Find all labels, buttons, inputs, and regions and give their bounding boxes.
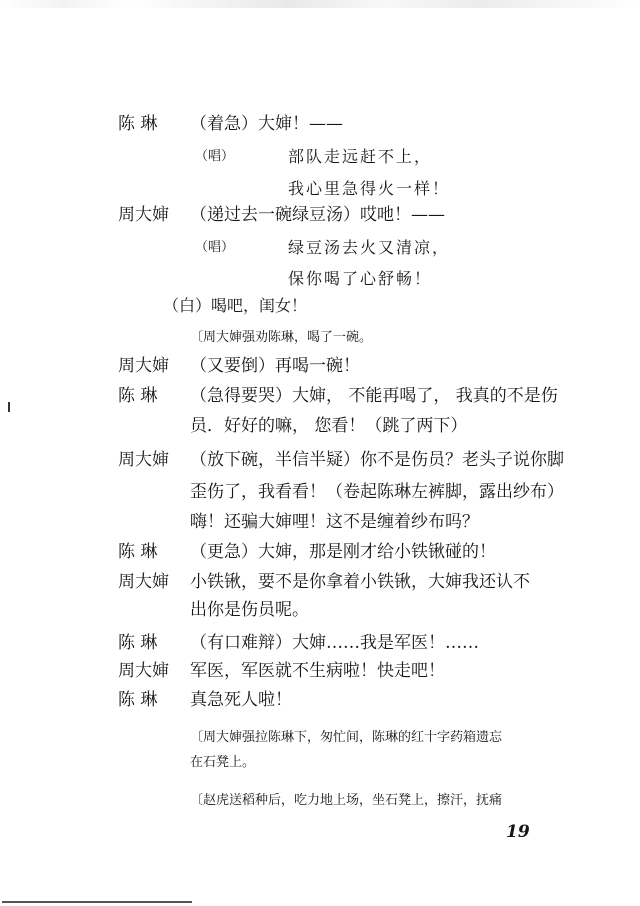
dialogue-continuation: 员．好好的嘛， 您看！（跳了两下）: [190, 416, 468, 436]
stage-direction: 〔周大婶强拉陈琳下，匆忙间，陈琳的红十字药箱遗忘: [190, 730, 503, 745]
dialogue-continuation: 出你是伤员呢。: [190, 600, 309, 620]
speaker-chen-lin: 陈 琳: [118, 690, 158, 710]
speaker-chen-lin: 陈 琳: [118, 633, 158, 653]
scan-top-edge: [0, 0, 640, 8]
dialogue-line: （放下碗，半信半疑）你不是伤员？老头子说你脚: [190, 450, 564, 470]
scan-bottom-edge: [2, 901, 192, 903]
dialogue-line: （有口难辩）大婶……我是军医！……: [190, 633, 479, 653]
sung-tag: （唱）: [195, 149, 235, 164]
dialogue-continuation: 嗨！还骗大婶哩！这不是缠着纱布吗？: [190, 512, 479, 532]
dialogue-continuation: 歪伤了，我看看！（卷起陈琳左裤脚，露出纱布）: [190, 482, 564, 502]
dialogue-line: （更急）大婶，那是刚才给小铁锹碰的！: [190, 542, 496, 562]
dialogue-line: （递过去一碗绿豆汤）哎吔！——: [190, 205, 445, 225]
left-margin-scan-mark: [8, 402, 10, 412]
dialogue-line: （急得要哭）大婶， 不能再喝了， 我真的不是伤: [190, 386, 558, 406]
spoken-line: （白）喝吧，闺女！: [163, 296, 308, 315]
lyric-line: 我心里急得火一样！: [288, 179, 451, 198]
dialogue-line: （又要倒）再喝一碗！: [190, 356, 360, 376]
stage-direction: 〔赵虎送稻种后，吃力地上场，坐石凳上，擦汗，抚痛: [190, 793, 503, 808]
sung-tag: （唱）: [195, 240, 235, 255]
speaker-zhou-dashen: 周大婶: [118, 661, 169, 681]
speaker-zhou-dashen: 周大婶: [118, 356, 169, 376]
speaker-chen-lin: 陈 琳: [118, 386, 158, 406]
dialogue-line: 真急死人啦！: [190, 690, 292, 710]
speaker-chen-lin: 陈 琳: [118, 542, 158, 562]
stage-direction: 〔周大婶强劝陈琳，喝了一碗。: [190, 330, 373, 345]
dialogue-line: 军医，军医就不生病啦！快走吧！: [190, 661, 445, 681]
lyric-line: 绿豆汤去火又清凉，: [288, 238, 451, 257]
lyric-line: 保你喝了心舒畅！: [288, 269, 433, 288]
speaker-chen-lin: 陈 琳: [118, 114, 158, 134]
stage-direction-continuation: 在石凳上。: [190, 755, 256, 770]
dialogue-line: 小铁锹，要不是你拿着小铁锹，大婶我还认不: [190, 572, 530, 592]
lyric-line: 部队走远赶不上，: [288, 147, 433, 166]
page-number: 19: [506, 822, 530, 842]
speaker-zhou-dashen: 周大婶: [118, 450, 169, 470]
speaker-zhou-dashen: 周大婶: [118, 205, 169, 225]
speaker-zhou-dashen: 周大婶: [118, 572, 169, 592]
dialogue-line: （着急）大婶！——: [190, 114, 343, 134]
